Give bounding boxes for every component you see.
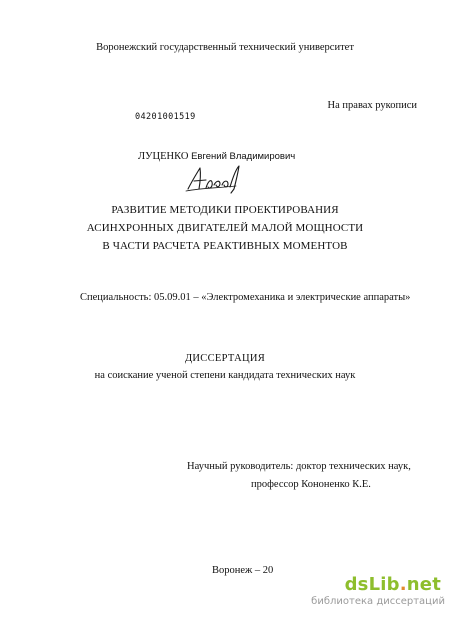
manuscript-rights-note: На правах рукописи bbox=[327, 100, 417, 111]
handwritten-signature bbox=[184, 163, 242, 195]
supervisor-name: профессор Кононенко К.Е. bbox=[251, 479, 371, 490]
logo-tld: net bbox=[406, 574, 441, 595]
author-name bbox=[138, 151, 295, 163]
university-name: Воронежский государственный технический университет bbox=[96, 42, 354, 53]
registration-code: 04201001519 bbox=[135, 112, 196, 122]
title-line: В ЧАСТИ РАСЧЕТА РЕАКТИВНЫХ МОМЕНТОВ bbox=[102, 240, 348, 252]
author-surname: ЛУЦЕНКО bbox=[138, 151, 189, 162]
title-line: РАЗВИТИЕ МЕТОДИКИ ПРОЕКТИРОВАНИЯ bbox=[111, 204, 339, 216]
title-line: АСИНХРОННЫХ ДВИГАТЕЛЕЙ МАЛОЙ МОЩНОСТИ bbox=[86, 222, 364, 234]
city-year: Воронеж – 20 bbox=[212, 565, 274, 576]
dslib-watermark[interactable] bbox=[311, 574, 445, 614]
author-given-names: Евгений Владимирович bbox=[191, 151, 296, 162]
logo-dot: . bbox=[399, 574, 407, 595]
logo-brand: dsLib bbox=[344, 574, 400, 595]
dissertation-title bbox=[0, 201, 450, 255]
dslib-logo bbox=[345, 574, 441, 595]
dslib-subtitle: библиотека диссертаций bbox=[311, 596, 445, 607]
speciality-line: Специальность: 05.09.01 – «Электромеханика и электрические аппараты» bbox=[80, 292, 411, 303]
supervisor-line: Научный руководитель: доктор технических наук, bbox=[187, 461, 411, 472]
degree-line: на соискание ученой степени кандидата технических наук bbox=[94, 370, 356, 381]
dissertation-type: ДИССЕРТАЦИЯ bbox=[184, 353, 266, 364]
